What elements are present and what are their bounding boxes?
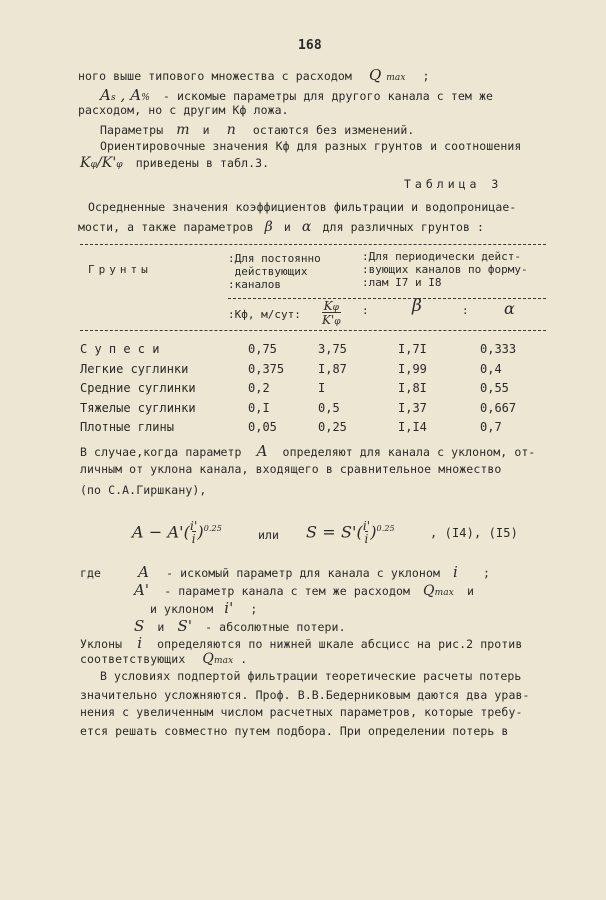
cell-alpha: 0,333 [480, 342, 517, 356]
cell-beta: I,99 [398, 361, 427, 376]
text-line: Параметры m и n остаются без изменений. [100, 122, 415, 138]
cell-soil: Плотные глины [80, 420, 174, 434]
formula-or: или [258, 528, 280, 542]
cell-beta: I,I4 [398, 420, 427, 434]
text-line: A' - параметр канала с тем же расходом Qmax и [134, 581, 474, 599]
text-line: As , A% - искомые параметры для другого канала с тем же [100, 86, 493, 104]
cell-ratio: I,87 [318, 361, 347, 376]
table-rule [80, 330, 546, 331]
cell-ratio: I [318, 381, 326, 395]
text-line: (по С.А.Гиршкану), [80, 483, 207, 497]
table-title: Осредненные значения коэффициентов фильтрации и водопроницае- [88, 200, 517, 214]
table-title: мости, а также параметров β и α для различных грунтов : [78, 219, 485, 235]
text-line: ется решать совместно путем подбора. При определении потерь в [80, 724, 509, 738]
formula-numbers: , (I4), (I5) [430, 526, 518, 540]
column-header-periodic: :Для периодически дейст- :вующих каналов по форму- :лам I7 и I8 [362, 250, 528, 289]
table-label: Таблица 3 [404, 177, 503, 191]
text-line: и уклоном i' ; [150, 599, 258, 617]
text-line: соответствующих Qmax . [80, 651, 248, 667]
cell-beta: I,37 [398, 400, 427, 415]
cell-ratio: 0,5 [318, 400, 340, 415]
column-header-kf: :Кф, м/сут: [228, 308, 301, 321]
text-line: Ориентировочные значения Кф для разных грунтов и соотношения [100, 139, 522, 153]
cell-alpha: 0,55 [480, 381, 509, 395]
cell-soil: Тяжелые суглинки [80, 400, 196, 415]
column-header-constant: :Для постоянно действующих :каналов [228, 252, 321, 291]
formula-14: A − A'(i' i )$^{0.25}$ [132, 519, 222, 546]
text-line: Kφ/K'φ приведены в табл.3. [80, 155, 270, 171]
cell-kf: 0,05 [248, 420, 277, 434]
column-header-sep: : [462, 304, 469, 317]
column-header-beta: β [412, 296, 422, 316]
text-line: В случае,когда параметр A определяют для канала с уклоном, от- [80, 442, 536, 460]
text-line: ного выше типового множества с расходом Q max ; [78, 66, 430, 84]
text-line: личным от уклона канала, входящего в сравнительное множество [80, 462, 502, 476]
cell-beta: I,7I [398, 342, 427, 356]
cell-kf: 0,375 [248, 361, 285, 376]
cell-soil: Легкие суглинки [80, 361, 189, 376]
cell-ratio: 3,75 [318, 342, 347, 356]
cell-ratio: 0,25 [318, 420, 347, 434]
column-header-soils: Грунты [88, 263, 152, 276]
text-line: нения с увеличенным числом расчетных параметров, которые требу- [80, 705, 523, 719]
cell-alpha: 0,7 [480, 420, 502, 434]
column-header-kf-ratio: Kφ K'φ [322, 299, 341, 327]
text-line: В условиях подпертой фильтрации теоретические расчеты потерь [100, 669, 522, 683]
text-line: Уклоны i определяются по нижней шкале абсцисс на рис.2 против [80, 634, 523, 652]
text-line: расходом, но с другим Кф ложа. [78, 103, 289, 117]
cell-kf: 0,75 [248, 342, 277, 356]
cell-alpha: 0,4 [480, 361, 502, 376]
cell-soil: С у п е с и [80, 342, 160, 356]
text-line: S и S' - абсолютные потери. [134, 617, 346, 635]
column-header-sep: : [362, 304, 369, 317]
page-number: 168 [298, 38, 322, 53]
cell-alpha: 0,667 [480, 400, 517, 415]
table-rule [228, 298, 546, 299]
column-header-alpha: α [504, 299, 515, 318]
text-line: где A - искомый параметр для канала с уклоном i ; [80, 563, 490, 581]
text-line: значительно усложняются. Проф. В.В.Бедерниковым даются два урав- [80, 688, 530, 702]
table-rule [80, 244, 546, 245]
cell-kf: 0,I [248, 400, 270, 415]
cell-soil: Средние суглинки [80, 381, 196, 395]
formula-15: S = S'(i' i )$^{0.25}$ [306, 519, 395, 546]
cell-beta: I,8I [398, 381, 427, 395]
cell-kf: 0,2 [248, 381, 270, 395]
